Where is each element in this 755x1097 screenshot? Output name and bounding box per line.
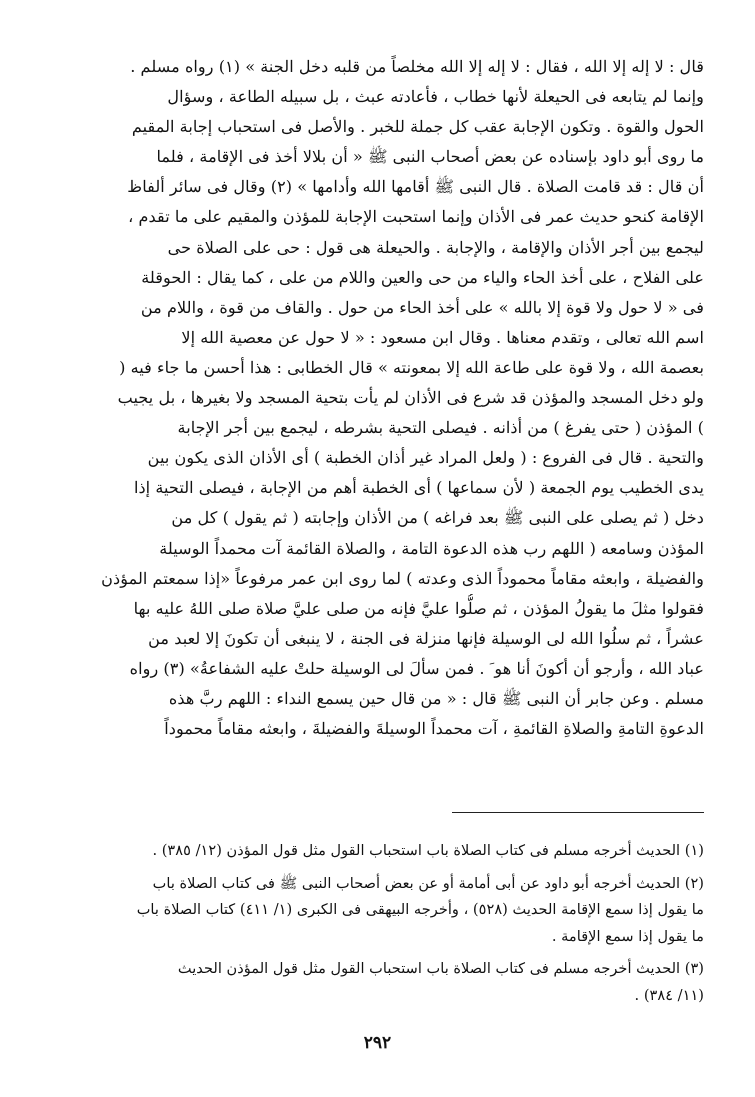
text-line: مسلم . وعن جابر أن النبى ﷺ قال : « من قال حين يسمع النداء : اللهم ربَّ هذه: [168, 688, 704, 708]
text-line: فقولوا مثلَ ما يقولُ المؤذن ، ثم صلُّوا عليَّ فإنه من صلى عليَّ صلاة صلى اللهُ عليه بها: [133, 598, 704, 618]
text-line: ليجمع بين أجر الأذان والإقامة ، والإجابة . والحيعلة هى قول : حى على الصلاة حى: [167, 237, 704, 257]
footnotes: [60, 838, 704, 1015]
text-line: قال : لا إله إلا الله ، فقال : لا إله إلا الله مخلصاً من قلبه دخل الجنة » (١) رواه مسلم .: [130, 57, 704, 76]
text-line: دخل ( ثم يصلى على النبى ﷺ بعد فراغه ) من الأذان وإجابته ( ثم يقول ) كل من: [171, 508, 704, 528]
text-line: فى « لا حول ولا قوة إلا بالله » على أخذ الحاء من حول . والقاف من قوة ، واللام من: [140, 297, 704, 317]
text-line: أن قال : قد قامت الصلاة . قال النبى ﷺ أقامها الله وأدامها » (٢) وقال فى سائر ألفاظ: [127, 177, 704, 197]
text-line: والفضيلة ، وابعثه مقاماً محموداً الذى وعدته ) لما روى ابن عمر مرفوعاً «إذا سمعتم المؤذن: [101, 568, 704, 588]
text-line: وإنما لم يتابعه فى الحيعلة لأنها خطاب ، فأعادته عبث ، بل سبيله الطاعة ، وسؤال: [167, 87, 704, 107]
text-line: الدعوةِ التامةِ والصلاةِ القائمةِ ، آت محمداً الوسيلةَ والفضيلةَ ، وابعثه مقاماً محموداً: [164, 719, 704, 739]
text-line: ما روى أبو داود بإسناده عن بعض أصحاب النبى ﷺ « أن بلالا أخذ فى الإقامة ، فلما: [156, 147, 704, 167]
footnote-1: [60, 838, 704, 865]
text-line: عباد الله ، وأرجو أن أكونَ أنا هو َ . فمن سألَ لى الوسيلة حلتْ عليه الشفاعةُ» (٣) رواه: [129, 658, 704, 678]
footnote-line: ما يقول إذا سمع الإقامة الحديث (٥٢٨) ، وأخرجه البيهقى فى الكبرى (١/ ٤١١) كتاب الصلاة باب: [136, 901, 704, 918]
footnote-line: ما يقول إذا سمع الإقامة .: [551, 927, 704, 945]
text-line: المؤذن وسامعه ( اللهم رب هذه الدعوة التامة ، والصلاة القائمة آت محمداً الوسيلة: [159, 538, 704, 558]
text-line: ) المؤذن ( حتى يفرغ ) من أذانه . فيصلى التحية بشرطه ، ليجمع بين أجر الإجابة: [177, 418, 704, 438]
text-line: على الفلاح ، على أخذ الحاء والياء من حى والعين واللام من على ، كما يقال : الحوقلة: [141, 267, 704, 287]
footnote-separator: [452, 812, 704, 813]
footnote-2: [60, 871, 704, 951]
footnote-3: [60, 956, 704, 1009]
text-line: ولو دخل المسجد والمؤذن قد شرع فى الأذان لم يأت بتحية المسجد ولا بغيرها ، بل يجيب: [117, 388, 704, 408]
text-line: عشراً ، ثم سلُوا الله لى الوسيلة فإنها منزلة فى الجنة ، لا ينبغى أن تكونَ إلا لعبد من: [148, 628, 704, 648]
text-line: اسم الله تعالى ، وتقدم معناها . وقال ابن مسعود : « لا حول عن معصية الله إلا: [181, 327, 704, 347]
text-line: الإقامة كنحو حديث عمر فى الأذان وإنما استحبت الإجابة للمؤذن والمقيم على ما تقدم ،: [128, 207, 704, 227]
page-number: ٢٩٢: [363, 1033, 392, 1053]
text-line: يدى الخطيب يوم الجمعة ( لأن سماعها ) أى الخطبة أهم من الإجابة ، فيصلى التحية إذا: [133, 478, 704, 498]
footnote-line: (٢) الحديث أخرجه أبو داود عن أبى أمامة أو عن بعض أصحاب النبى ﷺ فى كتاب الصلاة باب: [152, 874, 704, 892]
text-line: بعصمة الله ، ولا قوة على طاعة الله إلا بمعونته » قال الخطابى : هذا أحسن ما جاء فيه (: [119, 357, 704, 377]
text-line: والتحية . قال فى الفروع : ( ولعل المراد غير أذان الخطبة ) أى الأذان الذى يكون بين: [147, 448, 704, 468]
footnote-line: (٣) الحديث أخرجه مسلم فى كتاب الصلاة باب استحباب القول مثل قول المؤذن الحديث: [177, 960, 704, 977]
text-line: الحول والقوة . وتكون الإجابة عقب كل جملة للخبر . والأصل فى استحباب إجابة المقيم: [131, 117, 704, 137]
footnote-line: (١) الحديث أخرجه مسلم فى كتاب الصلاة باب استحباب القول مثل قول المؤذن (١٢/ ٣٨٥) .: [152, 842, 704, 859]
main-text: [58, 52, 704, 744]
footnote-line: (١١/ ٣٨٤) .: [634, 986, 704, 1004]
